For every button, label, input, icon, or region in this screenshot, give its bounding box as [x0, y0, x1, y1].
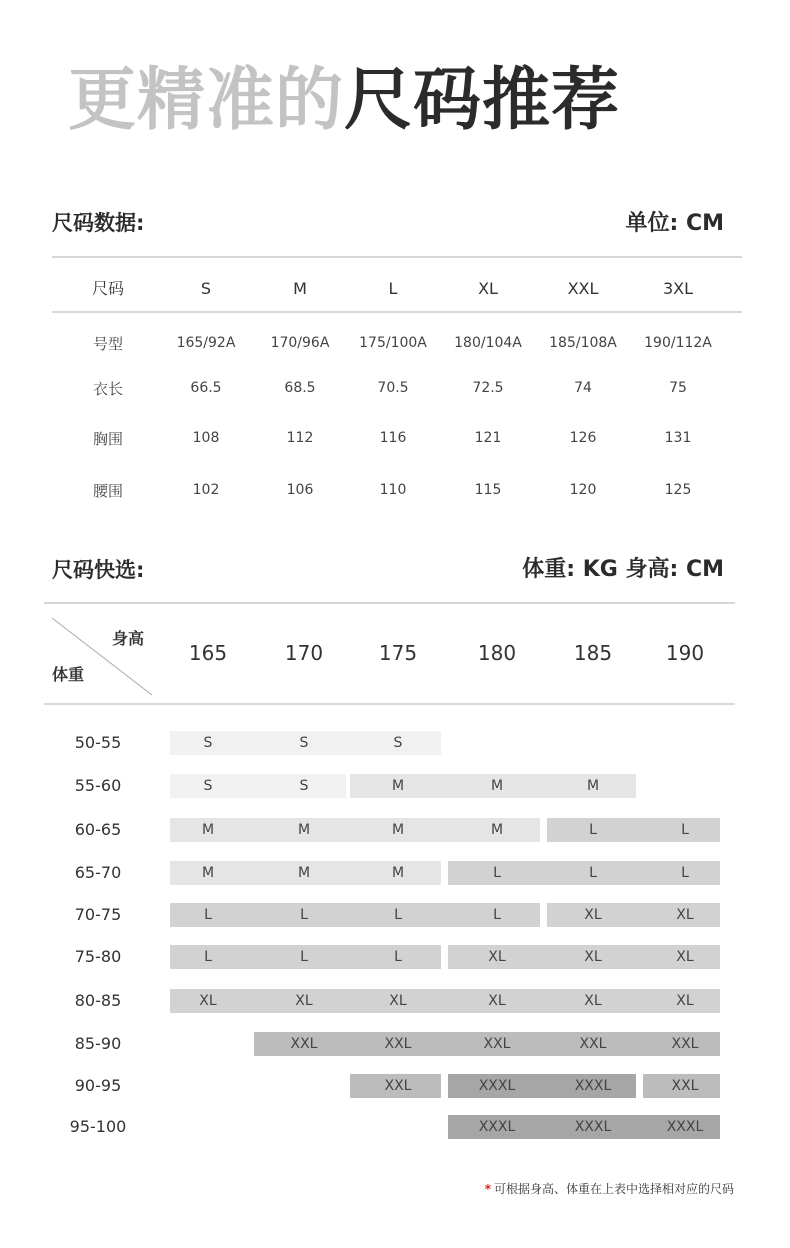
weight-label: 75-80	[74, 947, 122, 966]
height-header-190: 190	[665, 641, 705, 665]
size-cell: 68.5	[284, 380, 316, 396]
size-recommendation: S	[393, 735, 403, 751]
size-cell: 180/104A	[454, 335, 522, 351]
corner-weight-label: 体重	[52, 665, 85, 684]
size-recommendation: XXXL	[478, 1078, 516, 1094]
size-recommendation: L	[681, 822, 689, 838]
size-recommendation: XL	[199, 993, 217, 1009]
size-recommendation: XXXL	[574, 1078, 612, 1094]
size-cell: 116	[379, 430, 407, 446]
size-header-s: S	[200, 279, 212, 298]
page-title-light: 更精准的	[68, 61, 345, 140]
size-recommendation: M	[297, 865, 311, 881]
size-cell: 120	[569, 482, 597, 498]
size-cell: 185/108A	[549, 335, 617, 351]
size-recommendation: L	[589, 822, 597, 838]
size-cell: 175/100A	[359, 335, 427, 351]
corner-height-label: 身高	[112, 629, 145, 648]
size-row-label: 号型	[92, 335, 123, 353]
size-data-unit: 单位: CM	[625, 211, 724, 236]
size-cell: 112	[286, 430, 314, 446]
size-recommendation: XL	[389, 993, 407, 1009]
size-header-xl: XL	[478, 279, 498, 298]
size-recommendation: S	[299, 778, 309, 794]
weight-label: 80-85	[74, 991, 122, 1010]
size-cell: 125	[664, 482, 692, 498]
size-recommendation: XL	[676, 993, 694, 1009]
size-recommendation: XXL	[671, 1036, 699, 1052]
size-recommendation: L	[204, 949, 212, 965]
page-title-dark: 尺码推荐	[344, 61, 621, 140]
weight-label: 90-95	[74, 1076, 122, 1095]
weight-label: 60-65	[74, 820, 122, 839]
size-recommendation: XL	[584, 993, 602, 1009]
size-recommendation: L	[681, 865, 689, 881]
size-cell: 106	[286, 482, 314, 498]
size-recommendation: S	[299, 735, 309, 751]
size-cell: 165/92A	[176, 335, 236, 351]
size-recommendation: L	[493, 865, 501, 881]
size-recommendation: XL	[584, 907, 602, 923]
size-recommendation: XL	[676, 949, 694, 965]
weight-label: 85-90	[74, 1034, 122, 1053]
height-header-180: 180	[477, 641, 517, 665]
size-recommendation: M	[297, 822, 311, 838]
quick-select-title: 尺码快选:	[52, 558, 145, 582]
quick-select-unit: 体重: KG 身高: CM	[522, 557, 724, 582]
size-cell: 121	[474, 430, 502, 446]
weight-label: 55-60	[74, 776, 122, 795]
size-cell: 102	[192, 482, 220, 498]
size-header-label: 尺码	[91, 279, 124, 298]
size-recommendation: M	[490, 822, 504, 838]
size-recommendation: XL	[676, 907, 694, 923]
size-cell: 126	[569, 430, 597, 446]
size-cell: 110	[379, 482, 407, 498]
size-recommendation: XL	[295, 993, 313, 1009]
weight-label: 65-70	[74, 863, 122, 882]
weight-label: 50-55	[74, 733, 122, 752]
size-recommendation: L	[204, 907, 212, 923]
size-recommendation: L	[394, 949, 402, 965]
size-row-label: 胸围	[92, 430, 123, 448]
size-recommendation: XXL	[384, 1036, 412, 1052]
size-recommendation: XXL	[671, 1078, 699, 1094]
size-cell: 170/96A	[270, 335, 330, 351]
size-cell: 190/112A	[644, 335, 712, 351]
size-recommendation: S	[203, 778, 213, 794]
size-header-3xl: 3XL	[662, 279, 694, 298]
size-recommendation: M	[391, 822, 405, 838]
size-recommendation: L	[394, 907, 402, 923]
size-cell: 75	[669, 380, 687, 396]
size-header-xxl: XXL	[567, 279, 599, 298]
size-cell: 70.5	[377, 380, 409, 396]
size-recommendation: XL	[488, 993, 506, 1009]
weight-label: 95-100	[69, 1117, 127, 1136]
size-recommendation: XL	[488, 949, 506, 965]
size-cell: 131	[664, 430, 692, 446]
height-header-185: 185	[573, 641, 613, 665]
size-cell: 115	[474, 482, 502, 498]
size-recommendation: L	[493, 907, 501, 923]
size-row-label: 衣长	[92, 380, 123, 398]
size-band	[170, 989, 720, 1013]
size-header-l: L	[388, 279, 398, 298]
size-cell: 72.5	[472, 380, 504, 396]
size-recommendation: XXXL	[666, 1119, 704, 1135]
size-cell: 66.5	[190, 380, 222, 396]
size-recommendation: XXL	[384, 1078, 412, 1094]
size-recommendation: M	[391, 778, 405, 794]
size-recommendation: M	[490, 778, 504, 794]
size-recommendation: XXL	[290, 1036, 318, 1052]
height-header-170: 170	[284, 641, 324, 665]
size-recommendation: XXXL	[478, 1119, 516, 1135]
size-recommendation: XXL	[579, 1036, 607, 1052]
size-recommendation: L	[300, 949, 308, 965]
size-recommendation: XXXL	[574, 1119, 612, 1135]
size-recommendation: XL	[584, 949, 602, 965]
footnote	[485, 1180, 734, 1197]
weight-label: 70-75	[74, 905, 122, 924]
height-header-175: 175	[378, 641, 418, 665]
size-recommendation: M	[586, 778, 600, 794]
size-recommendation: M	[201, 822, 215, 838]
size-data-title: 尺码数据:	[52, 211, 145, 235]
size-header-m: M	[293, 279, 307, 298]
size-cell: 108	[192, 430, 220, 446]
size-recommendation: L	[589, 865, 597, 881]
footnote-star: *	[484, 1182, 491, 1196]
size-recommendation: M	[201, 865, 215, 881]
size-cell: 74	[574, 380, 592, 396]
height-header-165: 165	[188, 641, 228, 665]
size-recommendation: L	[300, 907, 308, 923]
footnote-text: 可根据身高、体重在上表中选择相对应的尺码	[493, 1182, 734, 1196]
size-recommendation: S	[203, 735, 213, 751]
size-recommendation: XXL	[483, 1036, 511, 1052]
size-row-label: 腰围	[92, 482, 123, 500]
size-recommendation: M	[391, 865, 405, 881]
